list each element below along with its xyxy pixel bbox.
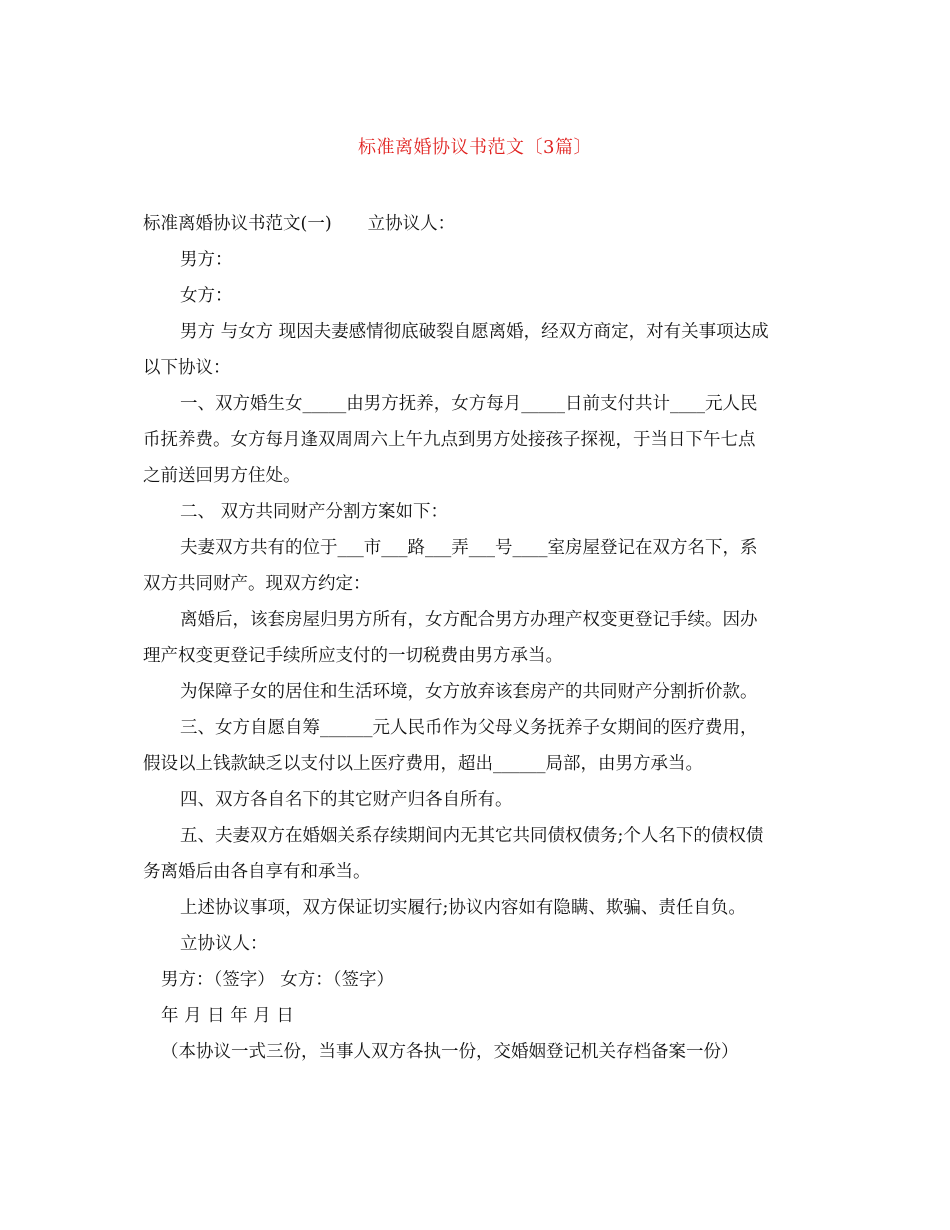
item-2-paragraph-3: 为保障子女的居住和生活环境，女方放弃该套房产的共同财产分割折价款。: [180, 682, 758, 702]
signature-line: 男方：（签字） 女方：（签字）: [161, 970, 395, 990]
item-2-paragraph-2: [143, 602, 813, 674]
intro-line-2: 以下协议：: [143, 358, 231, 378]
item-3-paragraph: [143, 710, 813, 782]
male-party-line: 男方：: [180, 250, 233, 270]
item-2-p2-line-1: 离婚后，该套房屋归男方所有，女方配合男方办理产权变更登记手续。因办: [180, 610, 758, 630]
date-line: 年 月 日 年 月 日: [161, 1006, 294, 1026]
document-title: 标准离婚协议书范文〔3篇〕: [358, 137, 592, 158]
item-1-line-2: 币抚养费。女方每月逢双周周六上午九点到男方处接孩子探视，于当日下午七点: [143, 430, 756, 450]
female-party-line: 女方：: [180, 286, 233, 306]
intro-line-1: 男方 与女方 现因夫妻感情彻底破裂自愿离婚，经双方商定，对有关事项达成: [180, 322, 769, 342]
item-1-paragraph: [143, 386, 813, 494]
item-1-line-3: 之前送回男方住处。: [143, 466, 301, 486]
heading-text: 标准离婚协议书范文(一): [143, 214, 332, 234]
guarantee-paragraph: 上述协议事项，双方保证切实履行;协议内容如有隐瞒、欺骗、责任自负。: [180, 898, 746, 918]
item-2-paragraph-1: [143, 530, 813, 602]
heading-signers-label: 立协议人：: [367, 214, 456, 234]
item-5-line-2: 务离婚后由各自享有和承当。: [143, 862, 371, 882]
copies-note: （本协议一式三份，当事人双方各执一份，交婚姻登记机关存档备案一份）: [161, 1042, 739, 1062]
item-5-paragraph: [143, 818, 813, 890]
item-2-p1-line-2: 双方共同财产。现双方约定：: [143, 574, 371, 594]
heading-line: [143, 206, 813, 242]
item-1-line-1: 一、双方婚生女_____由男方抚养，女方每月_____日前支付共计____元人民: [180, 394, 758, 414]
item-2-p2-line-2: 理产权变更登记手续所应支付的一切税费由男方承当。: [143, 646, 563, 666]
item-5-line-1: 五、夫妻双方在婚姻关系存续期间内无其它共同债权债务;个人名下的债权债: [180, 826, 764, 846]
intro-paragraph: [143, 314, 813, 386]
signers-label: 立协议人：: [180, 934, 268, 954]
item-2-heading: 二、 双方共同财产分割方案如下：: [180, 502, 449, 522]
item-3-line-1: 三、女方自愿自筹______元人民币作为父母义务抚养子女期间的医疗费用，: [180, 718, 758, 738]
item-3-line-2: 假设以上钱款缺乏以支付以上医疗费用，超出______局部，由男方承当。: [143, 754, 703, 774]
document-body: [143, 206, 813, 1070]
item-4-paragraph: 四、双方各自名下的其它财产归各自所有。: [180, 790, 513, 810]
item-2-p1-line-1: 夫妻双方共有的位于___市___路___弄___号____室房屋登记在双方名下，系: [180, 538, 758, 558]
